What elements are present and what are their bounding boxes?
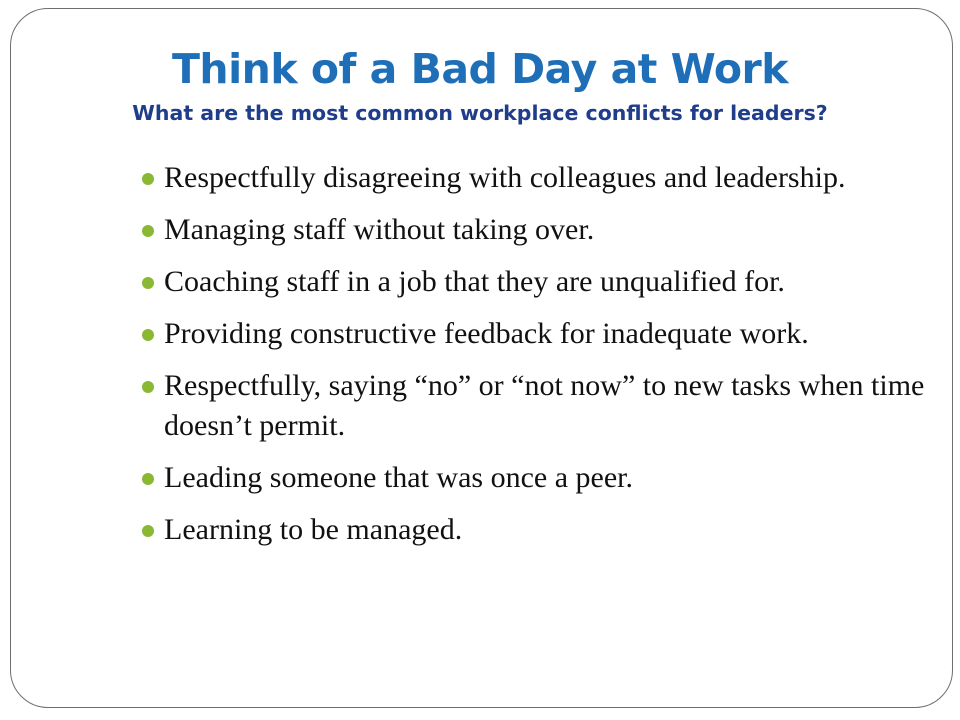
bullet-item [140, 314, 930, 354]
bullet-text: Leading someone that was once a peer. [164, 461, 633, 494]
bullet-dot-icon [142, 277, 154, 289]
bullet-item [140, 366, 930, 446]
bullet-item [140, 210, 930, 250]
bullet-text: Coaching staff in a job that they are unqualified for. [164, 265, 785, 298]
bullet-dot-icon [142, 381, 154, 393]
bullet-dot-icon [142, 329, 154, 341]
bullet-text: Respectfully disagreeing with colleagues and leadership. [164, 161, 846, 194]
bullet-text: Respectfully, saying “no” or “not now” to new tasks when time doesn’t permit. [164, 369, 925, 442]
slide-subtitle: What are the most common workplace conflicts for leaders? [132, 101, 828, 125]
bullet-item [140, 510, 930, 550]
slide-title: Think of a Bad Day at Work [171, 45, 789, 93]
title-block [60, 40, 900, 128]
bullet-dot-icon [142, 525, 154, 537]
bullet-item [140, 262, 930, 302]
bullet-dot-icon [142, 473, 154, 485]
bullet-item [140, 458, 930, 498]
bullet-list [140, 158, 930, 562]
bullet-text: Managing staff without taking over. [164, 213, 595, 246]
bullet-dot-icon [142, 173, 154, 185]
bullet-dot-icon [142, 225, 154, 237]
bullet-item [140, 158, 930, 198]
bullet-text: Providing constructive feedback for inadequate work. [164, 317, 809, 350]
bullet-text: Learning to be managed. [164, 513, 463, 546]
